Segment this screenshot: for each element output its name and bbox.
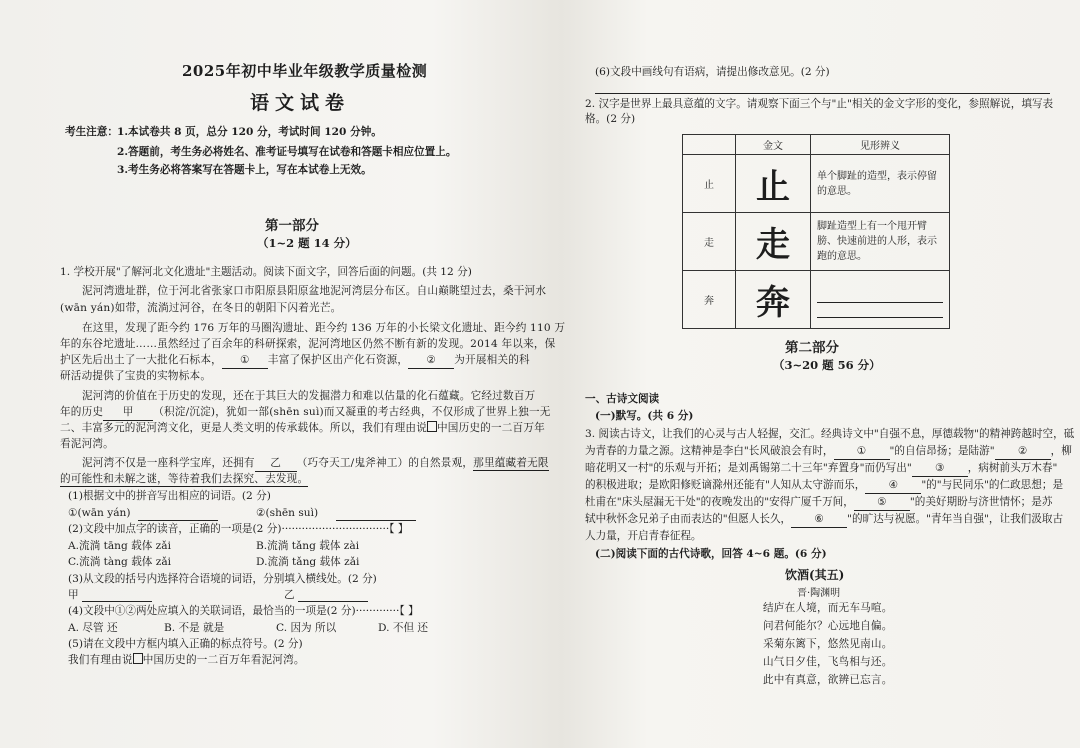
jinwen-glyph-zou: 走 bbox=[736, 213, 811, 271]
q1-stem: 1. 学校开展"了解河北文化遗址"主题活动。阅读下面文字，回答后面的问题。(共 12 分) bbox=[60, 266, 472, 278]
para4-blank-yi: 乙 bbox=[255, 456, 297, 472]
sq1-a: ①(wān yán) bbox=[68, 507, 131, 519]
notice-1: 1.本试卷共 8 页，总分 120 分，考试时间 120 分钟。 bbox=[117, 126, 382, 138]
row-explain bbox=[811, 155, 950, 213]
para2-line1: 在这里，发现了距今约 176 万年的马圈沟遗址、距今约 136 万年的小长梁文化遗址、距今约 110 万 bbox=[82, 322, 566, 334]
poem-line-4: 山气日夕佳，飞鸟相与还。 bbox=[763, 656, 893, 668]
row-explain bbox=[811, 213, 950, 271]
table-row-zou bbox=[683, 213, 950, 271]
section-poem-reading: (二)阅读下面的古代诗歌，回答 4~6 题。(6 分) bbox=[595, 548, 827, 560]
q3-blank-1[interactable]: ① bbox=[834, 444, 890, 460]
sq1-b: ②(shēn suì) bbox=[256, 507, 319, 519]
sq3-yi-answer-line[interactable] bbox=[298, 600, 368, 602]
part2-title: 第二部分 bbox=[785, 340, 839, 356]
jinwen-glyph-ben: 奔 bbox=[736, 271, 811, 329]
para4-line1 bbox=[82, 456, 549, 472]
part2-range: （3~20 题 56 分） bbox=[773, 358, 881, 372]
sq5-sentence bbox=[68, 653, 305, 668]
sq5-sentence-b: 中国历史的一二百万年看泥河湾。 bbox=[142, 654, 305, 666]
sub-question-6: (6)文段中画线句有语病，请提出修改意见。(2 分) bbox=[595, 66, 830, 78]
para2-line3-b: 丰富了保护区出产化石资源， bbox=[267, 354, 409, 366]
para2-blank-2: ② bbox=[408, 353, 454, 369]
sub-question-5: (5)请在文段中方框内填入正确的标点符号。(2 分) bbox=[68, 638, 303, 650]
q3-blank-3[interactable]: ③ bbox=[912, 461, 968, 477]
q2-stem-line2: 格。(2 分) bbox=[585, 113, 636, 125]
para2-line3-c: 为开展相关的科 bbox=[454, 354, 530, 366]
para4-underlined-a: 那里蕴藏着无限 bbox=[473, 457, 549, 469]
glyph-table bbox=[682, 134, 950, 329]
q3-line3-a: 暗花明又一村"的乐观与开拓；是刘禹锡第二十三年"弃置身"而仍写出" bbox=[585, 462, 912, 474]
poem-line-1: 结庐在人境，而无车马喧。 bbox=[763, 602, 893, 614]
q3-line1: 3. 阅读古诗文，让我们的心灵与古人轻握，交汇。经典诗文中"自强不息，厚德载物"的精神跨越时空，砥 bbox=[585, 428, 1075, 440]
sub-question-3: (3)从文段的括号内选择符合语境的词语，分别填入横线处。(2 分) bbox=[68, 573, 377, 585]
table-head-empty bbox=[683, 135, 736, 155]
sq1-b-answer-line[interactable] bbox=[336, 519, 416, 521]
part1-title: 第一部分 bbox=[265, 218, 319, 234]
sq4-option-a[interactable]: A. 尽管 还 bbox=[68, 622, 118, 634]
notice-label: 考生注意： bbox=[65, 126, 118, 138]
row-char: 止 bbox=[683, 155, 736, 213]
para3-line3-b: 中国历史的一二百万年 bbox=[436, 422, 545, 434]
q3-line4-a: 的积极进取；是欧阳修贬谪滁州还能有"人知从太守游而乐， bbox=[585, 479, 866, 491]
explain-line: 单个脚趾的造型，表示停留 bbox=[817, 170, 937, 182]
sq2-option-c[interactable]: C.流淌 tàng 载体 zǎi bbox=[68, 556, 172, 568]
q3-line3 bbox=[585, 461, 1057, 477]
para3-line1: 泥河湾的价值在于历史的发现，还在于其巨大的发掘潜力和难以估量的化石蕴藏。它经过数百万 bbox=[82, 390, 536, 402]
table-head-explain: 见形辨义 bbox=[811, 135, 950, 155]
sq3-yi-label: 乙 bbox=[284, 589, 295, 601]
punctuation-box bbox=[427, 421, 437, 432]
sub-question-4: (4)文段中①②两处应填入的关联词语，最恰当的一项是(2 分)·············【 】 bbox=[68, 605, 419, 617]
sq1-a-answer-line[interactable] bbox=[138, 519, 218, 521]
para4-line2 bbox=[60, 472, 308, 487]
sq3-jia-answer-line[interactable] bbox=[82, 600, 152, 602]
poem-title: 饮酒(其五) bbox=[785, 568, 845, 582]
para4-underlined-b: 的可能性和未解之谜，等待着我们去探究、去发现。 bbox=[60, 473, 309, 485]
table-row-ben bbox=[683, 271, 950, 329]
subject-title: 语文试卷 bbox=[250, 92, 351, 114]
q3-blank-5[interactable]: ⑤ bbox=[854, 495, 910, 511]
explain-line: 跑的意思。 bbox=[817, 251, 867, 262]
poem-author: 晋·陶渊明 bbox=[797, 588, 841, 599]
q3-line4-b: "的"与民同乐"的仁政思想；是 bbox=[921, 479, 1064, 491]
para2-line3 bbox=[60, 353, 530, 369]
q3-line2-a: 为青春的力量之源。这精神是李白"长风破浪会有时， bbox=[585, 445, 834, 457]
sq2-option-a[interactable]: A.流淌 tāng 载体 zǎi bbox=[68, 540, 171, 552]
q3-line4 bbox=[585, 478, 1063, 494]
notice-3: 3.考生务必将答案写在答题卡上，写在本试卷上无效。 bbox=[117, 164, 372, 176]
sub-question-1: (1)根据文中的拼音写出相应的词语。(2 分) bbox=[68, 490, 271, 502]
notice-2: 2.答题前，考生务必将姓名、准考证号填写在试卷和答题卡相应位置上。 bbox=[117, 146, 457, 158]
q3-line2 bbox=[585, 444, 1072, 460]
q3-line6 bbox=[585, 512, 1063, 528]
table-head-jinwen: 金文 bbox=[736, 135, 811, 155]
para1-line1: 泥河湾遗址群，位于河北省张家口市阳原县阳原盆地泥河湾层分布区。自山巅眺望过去，桑干河水 bbox=[82, 285, 547, 297]
poem-line-3: 采菊东篱下，悠然见南山。 bbox=[763, 638, 893, 650]
poem-line-5: 此中有真意，欲辨已忘言。 bbox=[763, 674, 893, 686]
section-recitation: (一)默写。(共 6 分) bbox=[595, 410, 694, 422]
para2-line3-a: 护区先后出土了一大批化石标本， bbox=[60, 354, 222, 366]
para4-line1-a: 泥河湾不仅是一座科学宝库，还拥有 bbox=[82, 457, 255, 469]
q3-blank-4[interactable]: ④ bbox=[865, 478, 921, 494]
explain-line: 脚趾造型上有一个甩开臂 bbox=[817, 221, 927, 232]
para1-line2: (wān yán)如带，流淌过河谷，在冬日的朝阳下闪着光芒。 bbox=[60, 302, 342, 314]
q3-line5 bbox=[585, 495, 1052, 511]
sq3-jia-label: 甲 bbox=[68, 589, 79, 601]
para2-blank-1: ① bbox=[222, 353, 268, 369]
q6-answer-line[interactable] bbox=[595, 93, 1050, 94]
explain-line: 的意思。 bbox=[817, 185, 857, 197]
q2-stem-line1: 2. 汉字是世界上最具意蕴的文字。请观察下面三个与"止"相关的金文字形的变化，参照解说，填写表 bbox=[585, 98, 1054, 110]
sq2-option-d[interactable]: D.流淌 tǎng 载体 zǎi bbox=[256, 556, 360, 568]
q3-blank-6[interactable]: ⑥ bbox=[791, 512, 847, 528]
q3-line3-b: ，病树前头万木春" bbox=[967, 462, 1058, 474]
sub-question-2: (2)文段中加点字的读音，正确的一项是(2 分)································【 】 bbox=[68, 523, 409, 535]
q3-line7: 人力量，开启青春征程。 bbox=[585, 530, 702, 542]
ben-answer-line-1[interactable] bbox=[817, 288, 943, 303]
sq4-option-b[interactable]: B. 不是 就是 bbox=[164, 622, 225, 634]
exam-title: 2025年初中毕业年级教学质量检测 bbox=[182, 62, 428, 80]
q3-line6-b: "的旷达与祝愿。"青年当自强"，让我们汲取古 bbox=[847, 513, 1064, 525]
para2-line2: 年的东谷坨遗址……虽然经过了百余年的科研探索，泥河湾地区仍然不断有新的发现。2014 年以来，保 bbox=[60, 338, 556, 350]
ben-answer-cell[interactable] bbox=[811, 271, 950, 329]
q3-line2-c: ，柳 bbox=[1050, 445, 1072, 457]
sq5-punctuation-box[interactable] bbox=[133, 653, 143, 664]
para3-line3 bbox=[60, 421, 545, 436]
row-char: 走 bbox=[683, 213, 736, 271]
q3-line6-a: 轼中秋怀念兄弟子由而表达的"但愿人长久， bbox=[585, 513, 792, 525]
para3-blank-jia: 甲 bbox=[103, 405, 153, 421]
jinwen-glyph-zhi: 止 bbox=[736, 155, 811, 213]
para2-line4: 研活动提供了宝贵的实物标本。 bbox=[60, 370, 212, 382]
para4-line1-b: （巧夺天工/鬼斧神工）的自然景观， bbox=[296, 457, 474, 469]
para3-line2-b: （积淀/沉淀)，犹如一部(shēn suì)而又凝重的考古经典，不仅形成了世界上独一无 bbox=[153, 406, 551, 418]
poem-line-2: 问君何能尔？心远地自偏。 bbox=[763, 620, 893, 632]
sq4-option-c[interactable]: C. 因为 所以 bbox=[276, 622, 337, 634]
q3-blank-2[interactable]: ② bbox=[995, 444, 1051, 460]
row-char: 奔 bbox=[683, 271, 736, 329]
para3-line2-a: 年的历史 bbox=[60, 406, 104, 418]
q3-line5-a: 杜甫在"床头屋漏无干处"的夜晚发出的"安得广厦千万间， bbox=[585, 496, 854, 508]
section-classical-reading: 一、古诗文阅读 bbox=[585, 393, 660, 405]
q3-line5-b: "的美好期盼与济世情怀；是苏 bbox=[909, 496, 1053, 508]
table-row-zhi bbox=[683, 155, 950, 213]
part1-range: （1~2 题 14 分） bbox=[257, 236, 357, 250]
sq2-option-b[interactable]: B.流淌 tǎng 载体 zài bbox=[256, 540, 360, 552]
para3-line3-a: 二、丰富多元的泥河湾文化，更是人类文明的传承载体。所以，我们有理由说 bbox=[60, 422, 427, 434]
ben-answer-line-2[interactable] bbox=[817, 303, 943, 318]
sq4-option-d[interactable]: D. 不但 还 bbox=[378, 622, 428, 634]
para3-line2 bbox=[60, 405, 551, 421]
explain-line: 膀、快速前进的人形，表示 bbox=[817, 236, 937, 247]
para3-line4: 看泥河湾。 bbox=[60, 438, 114, 450]
sq5-sentence-a: 我们有理由说 bbox=[68, 654, 133, 666]
q3-line2-b: "的自信昂扬；是陆游" bbox=[889, 445, 995, 457]
